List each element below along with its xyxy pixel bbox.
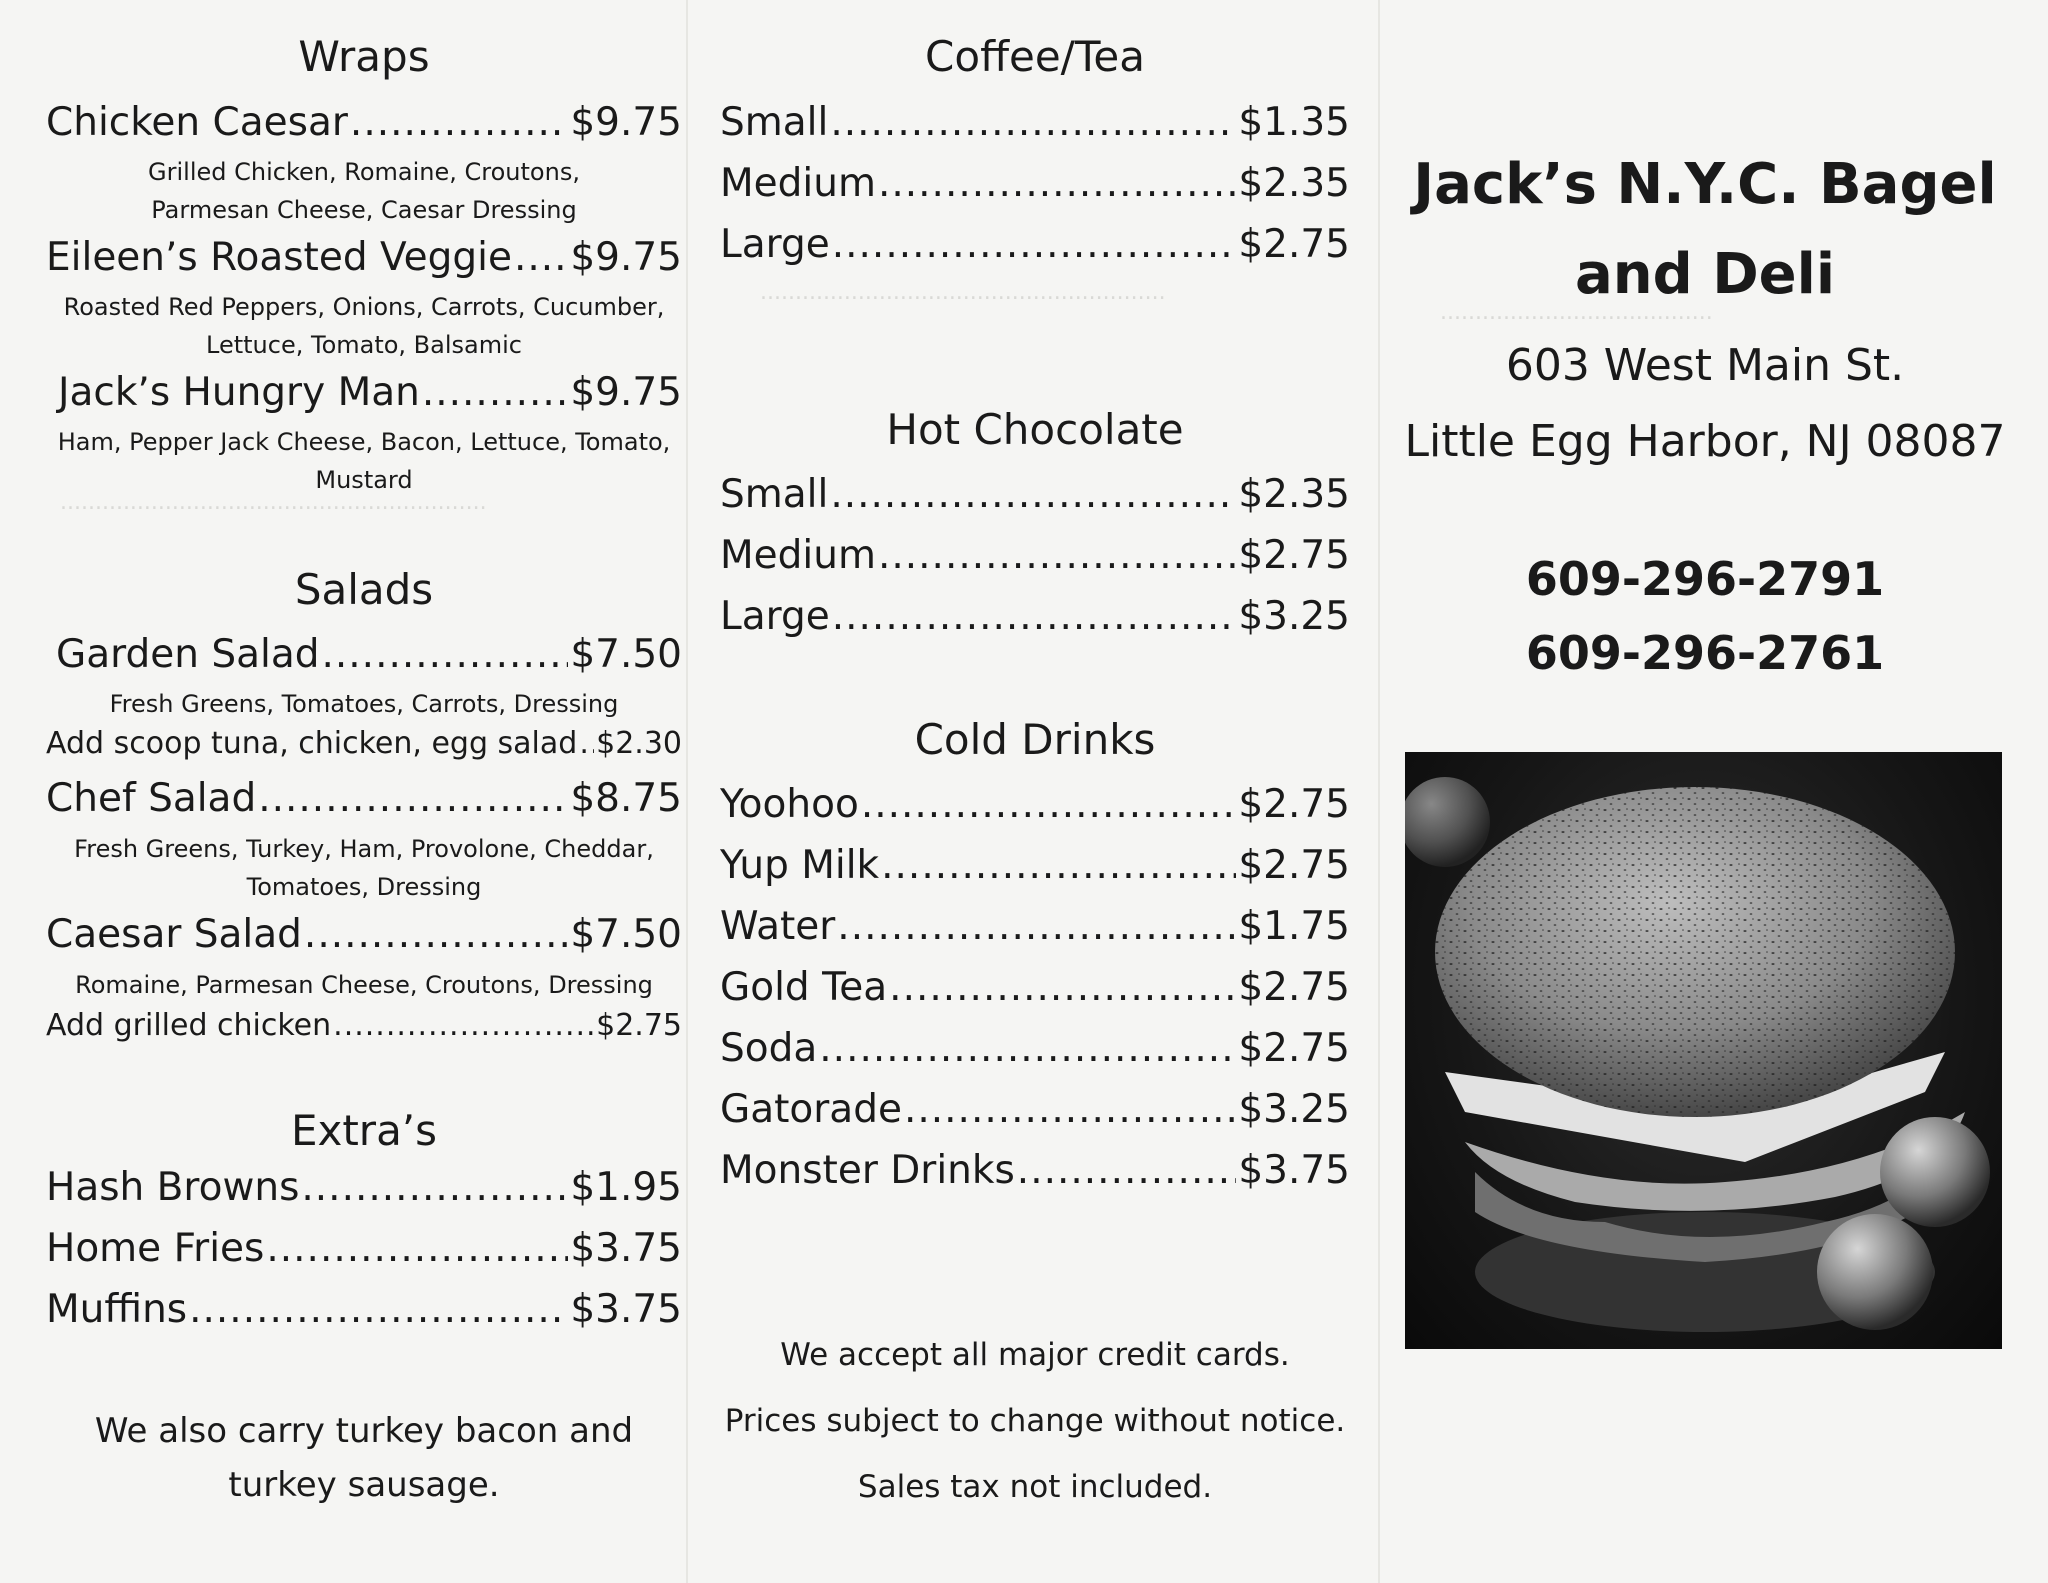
menu-item: Eileen’s Roasted Veggie ..... $9.75 xyxy=(46,235,682,280)
item-description: Fresh Greens, Tomatoes, Carrots, Dressing xyxy=(109,690,619,718)
menu-item: Monster Drinks ..... $3.75 xyxy=(720,1148,1350,1193)
menu-item: Small ..... $1.35 xyxy=(720,100,1350,145)
turkey-note: We also carry turkey bacon and turkey sausage. xyxy=(94,1411,634,1505)
wraps-heading: Wraps xyxy=(298,32,430,81)
menu-item: Large ..... $3.25 xyxy=(720,594,1350,639)
menu-item: Medium ..... $2.35 xyxy=(720,161,1350,206)
menu-item: Garden Salad ..... $7.50 xyxy=(56,632,682,677)
salads-heading: Salads xyxy=(294,565,434,614)
item-description: Fresh Greens, Turkey, Ham, Provolone, Cheddar, Tomatoes, Dressing xyxy=(74,835,654,901)
item-description: Roasted Red Peppers, Onions, Carrots, Cucumber, Lettuce, Tomato, Balsamic xyxy=(63,293,665,359)
menu-item: Yoohoo ..... $2.75 xyxy=(720,782,1350,827)
menu-item-addon: Add grilled chicken ..... $2.75 xyxy=(46,1008,682,1043)
item-description: Grilled Chicken, Romaine, Croutons, Parmesan Cheese, Caesar Dressing xyxy=(148,158,580,224)
item-description: Romaine, Parmesan Cheese, Croutons, Dressing xyxy=(75,971,653,999)
bagel-sandwich-photo xyxy=(1405,752,2002,1349)
grape xyxy=(1405,777,1490,867)
bleed-through-text: .......................................................... xyxy=(760,280,1166,305)
hot-chocolate-heading: Hot Chocolate xyxy=(886,405,1184,454)
menu-item: Chef Salad ..... $8.75 xyxy=(46,776,682,821)
menu-item: Gatorade ..... $3.25 xyxy=(720,1087,1350,1132)
menu-item: Gold Tea ..... $2.75 xyxy=(720,965,1350,1010)
price-change-note: Prices subject to change without notice. xyxy=(724,1403,1346,1439)
menu-item: Large ..... $2.75 xyxy=(720,222,1350,267)
menu-item: Muffins ..... $3.75 xyxy=(46,1287,682,1332)
menu-item: Chicken Caesar ..... $9.75 xyxy=(46,100,682,145)
extras-heading: Extra’s xyxy=(290,1106,438,1155)
panel-fold xyxy=(686,0,688,1583)
bleed-through-text: ....................................... xyxy=(1440,300,1713,325)
grape xyxy=(1880,1117,1990,1227)
menu-item: Jack’s Hungry Man ..... $9.75 xyxy=(58,370,682,415)
cold-drinks-heading: Cold Drinks xyxy=(914,715,1156,764)
item-description: Ham, Pepper Jack Cheese, Bacon, Lettuce, Tomato, Mustard xyxy=(57,428,671,494)
address-city: Little Egg Harbor, NJ 08087 xyxy=(1404,416,2006,467)
bagel-sandwich-illustration xyxy=(1405,752,2002,1349)
bleed-through-text: ............................................................. xyxy=(60,490,487,515)
menu-item: Medium ..... $2.75 xyxy=(720,533,1350,578)
coffee-tea-heading: Coffee/Tea xyxy=(925,32,1145,81)
menu-item: Home Fries ..... $3.75 xyxy=(46,1226,682,1271)
menu-item: Hash Browns ..... $1.95 xyxy=(46,1165,682,1210)
menu-item: Water ..... $1.75 xyxy=(720,904,1350,949)
address-street: 603 West Main St. xyxy=(1505,340,1905,391)
sales-tax-note: Sales tax not included. xyxy=(857,1469,1213,1505)
phone-number: 609-296-2791 xyxy=(1525,552,1885,606)
menu-item-addon: Add scoop tuna, chicken, egg salad ..... $2.30 xyxy=(46,726,682,761)
grape xyxy=(1817,1214,1933,1330)
menu-item: Caesar Salad ..... $7.50 xyxy=(46,912,682,957)
menu-item: Small ..... $2.35 xyxy=(720,472,1350,517)
phone-number: 609-296-2761 xyxy=(1525,626,1885,680)
credit-card-note: We accept all major credit cards. xyxy=(780,1337,1290,1373)
shop-name: Jack’s N.Y.C. Bagel and Deli xyxy=(1413,152,1997,307)
menu-item: Yup Milk ..... $2.75 xyxy=(720,843,1350,888)
poppy-seeds xyxy=(1435,787,1955,1117)
menu-item: Soda ..... $2.75 xyxy=(720,1026,1350,1071)
